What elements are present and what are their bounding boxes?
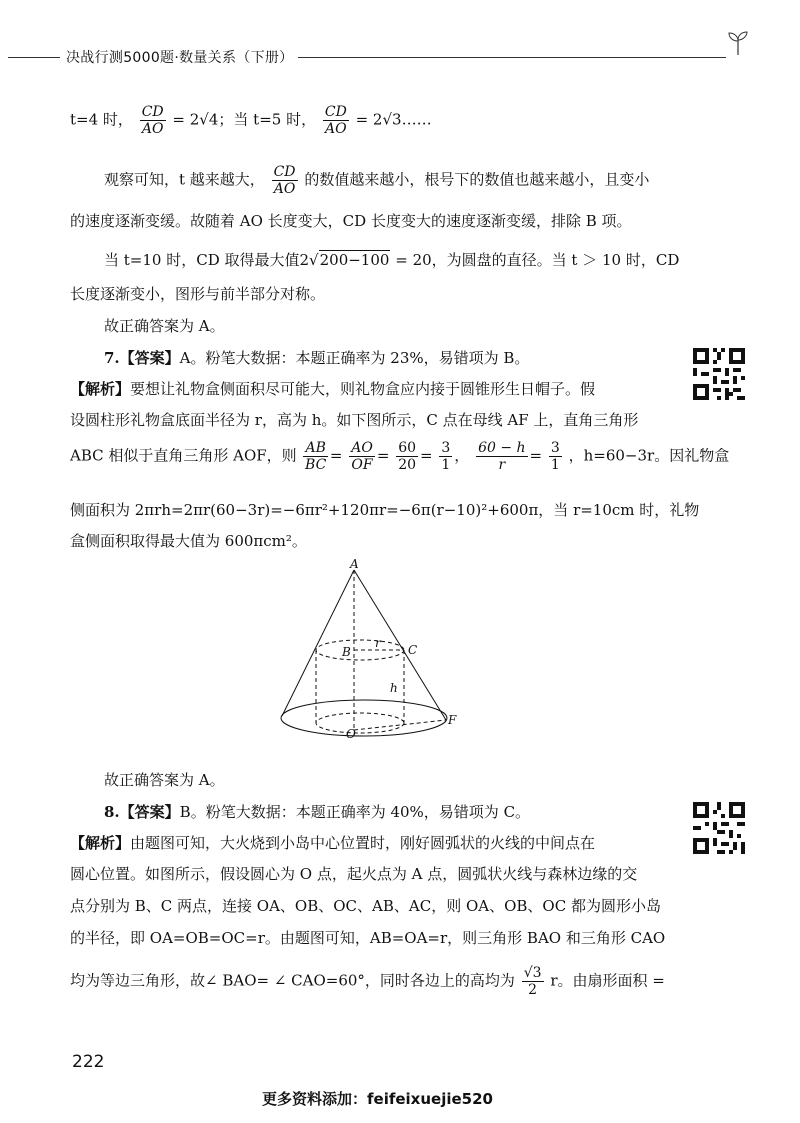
answer-line-6: 故正确答案为 A。 — [104, 317, 225, 335]
fraction-numerator: AO — [351, 440, 373, 456]
q7-text: A。粉笔大数据：本题正确率为 23%，易错项为 B。 — [179, 349, 530, 367]
fraction-numerator: AB — [305, 440, 326, 456]
text-fragment: 均为等边三角形，故∠ BAO= ∠ CAO=60°，同时各边上的高均为 — [70, 971, 515, 990]
fraction-denominator: 2 — [528, 982, 538, 998]
q8-label: 8.【答案】 — [104, 803, 180, 821]
sqrt-radicand: 200−100 — [319, 251, 390, 269]
fraction-numerator: 3 — [441, 440, 451, 456]
fraction-numerator: CD — [273, 164, 296, 180]
fraction-denominator: OF — [351, 457, 373, 473]
label-C: C — [408, 643, 418, 657]
q8-analysis-3: 点分别为 B、C 两点，连接 OA、OB、OC、AB、AC，则 OA、OB、OC 都为圆形小岛 — [70, 897, 661, 915]
fraction-numerator: 60 − h — [478, 440, 526, 456]
header-title: 决战行测5000题·数量关系（下册） — [66, 50, 294, 66]
q7-analysis-1 — [70, 379, 595, 399]
cone-cylinder-diagram — [268, 558, 478, 763]
fraction — [476, 440, 527, 473]
sprout-icon — [726, 30, 750, 56]
text-fragment: ABC 相似于直角三角形 AOF，则 — [70, 446, 297, 465]
fraction — [272, 164, 298, 197]
label-B: B — [342, 645, 351, 659]
fraction-denominator: 20 — [398, 457, 417, 473]
text-fragment: = 2√4；当 t=5 时， — [172, 110, 317, 129]
text-fragment: = 20，为圆盘的直径。当 t ＞ 10 时，CD — [395, 251, 680, 269]
fraction-denominator: AO — [141, 121, 164, 137]
q8-analysis-5 — [70, 965, 665, 998]
fraction-denominator: 1 — [550, 457, 560, 473]
equals-sign: = — [529, 446, 543, 465]
analysis-label: 【解析】 — [70, 834, 131, 852]
equals-sign: = — [420, 446, 433, 465]
footer-note: 更多资料添加：feifeixuejie520 — [262, 1090, 493, 1108]
q8-analysis-2: 圆心位置。如图所示，假设圆心为 O 点，起火点为 A 点，圆弧状火线与森林边缘的交 — [70, 865, 638, 883]
fraction — [303, 440, 327, 473]
text-fragment: t=4 时， — [70, 110, 133, 129]
text-fragment: 的数值越来越小，根号下的数值也越来越小，且变小 — [304, 170, 650, 189]
equals-sign: = — [329, 446, 343, 465]
fraction — [349, 440, 375, 473]
header-rule-right — [298, 57, 726, 58]
text-fragment: = 2√3…… — [355, 110, 432, 129]
q7-analysis-4: 侧面积为 2πrh=2πr(60−3r)=−6πr²+120πr=−6π(r−10)²+600π，当 r=10cm 时，礼物 — [70, 501, 700, 519]
q7-analysis-2: 设圆柱形礼物盒底面半径为 r，高为 h。如下图所示，C 点在母线 AF 上，直角三角形 — [70, 411, 639, 429]
fraction-numerator: CD — [141, 104, 164, 120]
fraction — [140, 104, 166, 137]
text-fragment: 观察可知，t 越来越大， — [104, 170, 265, 189]
fraction-numerator: √3 — [523, 965, 542, 981]
sqrt-sign: √ — [309, 251, 319, 269]
running-header — [0, 44, 760, 68]
fraction-denominator: 1 — [441, 457, 451, 473]
fraction — [439, 440, 452, 473]
equals-sign: = — [376, 446, 390, 465]
label-r: r — [375, 636, 381, 650]
text-fragment: r。由扇形面积 = — [550, 971, 665, 990]
fraction — [549, 440, 562, 473]
fraction-numerator: 60 — [398, 440, 417, 456]
fraction-denominator: AO — [273, 181, 296, 197]
label-O: O — [346, 727, 356, 741]
answer-line-7: 故正确答案为 A。 — [104, 771, 225, 789]
text-line-3: 的速度逐渐变缓。故随着 AO 长度变大，CD 长度变大的速度逐渐变缓，排除 B 项。 — [70, 212, 632, 230]
text-fragment: 要想让礼物盒侧面积尽可能大，则礼物盒应内接于圆锥形生日帽子。假 — [130, 380, 596, 398]
text-fragment: ，h=60−3r。因礼物盒 — [568, 446, 730, 465]
qr-code-icon — [693, 802, 745, 854]
text-line-1 — [70, 104, 432, 137]
text-line-2 — [104, 164, 649, 197]
q8-text: B。粉笔大数据：本题正确率为 40%，易错项为 C。 — [179, 803, 531, 821]
page-number: 222 — [72, 1052, 105, 1072]
label-h: h — [390, 681, 398, 695]
q7-analysis-5: 盒侧面积取得最大值为 600πcm²。 — [70, 532, 307, 550]
fraction-denominator: r — [498, 457, 506, 473]
qr-code-icon — [693, 348, 745, 400]
label-A: A — [350, 558, 359, 571]
q7-label: 7.【答案】 — [104, 349, 180, 367]
fraction — [323, 104, 349, 137]
header-rule-left — [8, 57, 60, 58]
q7-answer — [104, 348, 529, 368]
fraction — [396, 440, 418, 473]
fraction-denominator: BC — [305, 457, 327, 473]
label-F: F — [448, 713, 457, 727]
fraction-numerator: 3 — [550, 440, 560, 456]
text-fragment: 2 — [299, 251, 310, 269]
text-line-5: 长度逐渐变小，图形与前半部分对称。 — [70, 285, 326, 303]
q7-analysis-3: ABC 相似于直角三角形 AOF，则 $\frac{AB}{BC}$ = $\frac{AO}{OF}$ = $\frac{60}{20}$ = $\frac{3}{1}$ ， $\frac{60 - h}{r}$ = $\frac{3}{1}$ ，h=60−3r。因礼物盒 — [70, 440, 730, 473]
fraction-denominator: AO — [325, 121, 347, 137]
analysis-label: 【解析】 — [70, 380, 131, 398]
q8-answer — [104, 802, 530, 822]
text-fragment: 当 t=10 时，CD 取得最大值 — [104, 251, 300, 269]
fraction-numerator: CD — [324, 104, 347, 120]
fraction — [522, 965, 544, 998]
q8-analysis-1 — [70, 833, 595, 853]
text-fragment: 由题图可知，大火烧到小岛中心位置时，刚好圆弧状的火线的中间点在 — [130, 834, 596, 852]
q8-analysis-4: 的半径，即 OA=OB=OC=r。由题图可知，AB=OA=r，则三角形 BAO 和三角形 CAO — [70, 929, 666, 947]
text-line-4 — [104, 250, 679, 270]
